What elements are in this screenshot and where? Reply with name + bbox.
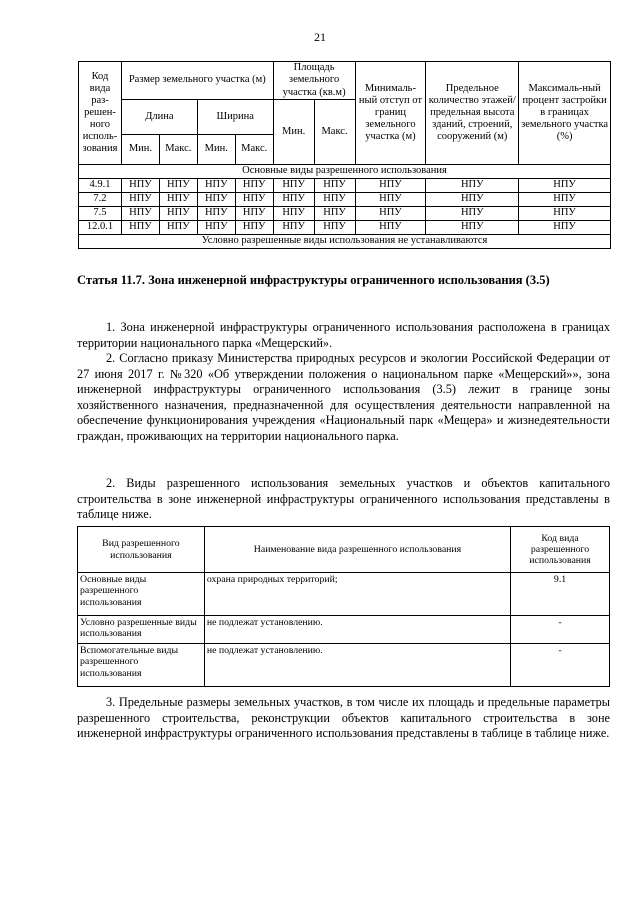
table-row: 12.0.1 НПУ НПУ НПУ НПУ НПУ НПУ НПУ НПУ НПУ bbox=[79, 221, 611, 235]
table-row: 7.5 НПУ НПУ НПУ НПУ НПУ НПУ НПУ НПУ НПУ bbox=[79, 207, 611, 221]
header-floors: Предельное количество этажей/ предельная высота зданий, строений, сооружений (м) bbox=[426, 62, 519, 165]
paragraph-4: 3. Предельные размеры земельных участков, в том числе их площадь и предельные параметры разрешенного строительства, реконструкции объектов капитального строительства в зоне инженерной инфраструктуры ограниченного использования представлены в таблице в таблице ниже. bbox=[77, 695, 610, 741]
header-width-min: Мин. bbox=[197, 135, 235, 165]
paragraph-3: 2. Виды разрешенного использования земельных участков и объектов капитального строительства в зоне инженерной инфраструктуры ограниченного использования представлены в таблице ниже. bbox=[77, 476, 610, 522]
paragraph-2: 2. Согласно приказу Министерства природных ресурсов и экологии Российской Федерации от 27 июня 2017 г. №320 «Об утверждении положения о национальном парке «Мещерский»», зона инженерной инфраструктуры ограниченного использования (3.5) лежит в границе зоны хозяйственного назначения, предназначенной для осуществления деятельности направленной на обеспечение функционирования учреждения «Национальный парк «Мещера» и жизнедеятельности граждан, проживающих на территории национального парка. bbox=[77, 351, 610, 443]
header-width: Ширина bbox=[197, 100, 273, 135]
header-use-code: Код вида разрешенного использования bbox=[511, 527, 610, 573]
header-coverage: Максималь-ный процент застройки в границах земельного участка (%) bbox=[519, 62, 611, 165]
table-row: Основные виды разрешенного использования охрана природных территорий; 9.1 bbox=[78, 573, 610, 616]
header-setback: Минималь-ный отступ от границ земельного участка (м) bbox=[355, 62, 426, 165]
article-heading: Статья 11.7. Зона инженерной инфраструктуры ограниченного использования (3.5) bbox=[77, 273, 550, 287]
header-size: Размер земельного участка (м) bbox=[121, 62, 273, 100]
page-number: 21 bbox=[314, 30, 326, 44]
permitted-use-table bbox=[77, 526, 610, 687]
header-area-max: Макс. bbox=[314, 100, 355, 165]
header-area-min: Мин. bbox=[273, 100, 314, 165]
header-code: Код вида раз-решен-ного исполь-зования bbox=[79, 62, 122, 165]
header-length: Длина bbox=[121, 100, 197, 135]
table-row: 7.2 НПУ НПУ НПУ НПУ НПУ НПУ НПУ НПУ НПУ bbox=[79, 193, 611, 207]
paragraph-1: 1. Зона инженерной инфраструктуры ограниченного использования расположена в границах территории национального парка «Мещерский». bbox=[77, 320, 610, 350]
header-length-max: Макс. bbox=[159, 135, 197, 165]
header-width-max: Макс. bbox=[235, 135, 273, 165]
table-row: 4.9.1 НПУ НПУ НПУ НПУ НПУ НПУ НПУ НПУ НПУ bbox=[79, 179, 611, 193]
parameters-table bbox=[78, 61, 611, 249]
section-main: Основные виды разрешенного использования bbox=[79, 165, 611, 179]
table-row: Условно разрешенные виды использования не подлежат установлению. - bbox=[78, 616, 610, 644]
header-length-min: Мин. bbox=[121, 135, 159, 165]
header-area: Площадь земельного участка (кв.м) bbox=[273, 62, 355, 100]
section-conditional: Условно разрешенные виды использования не устанавливаются bbox=[79, 235, 611, 249]
header-use-name: Наименование вида разрешенного использования bbox=[204, 527, 510, 573]
table-row: Вспомогательные виды разрешенного использования не подлежат установлению. - bbox=[78, 644, 610, 687]
header-use-type: Вид разрешенного использования bbox=[78, 527, 205, 573]
